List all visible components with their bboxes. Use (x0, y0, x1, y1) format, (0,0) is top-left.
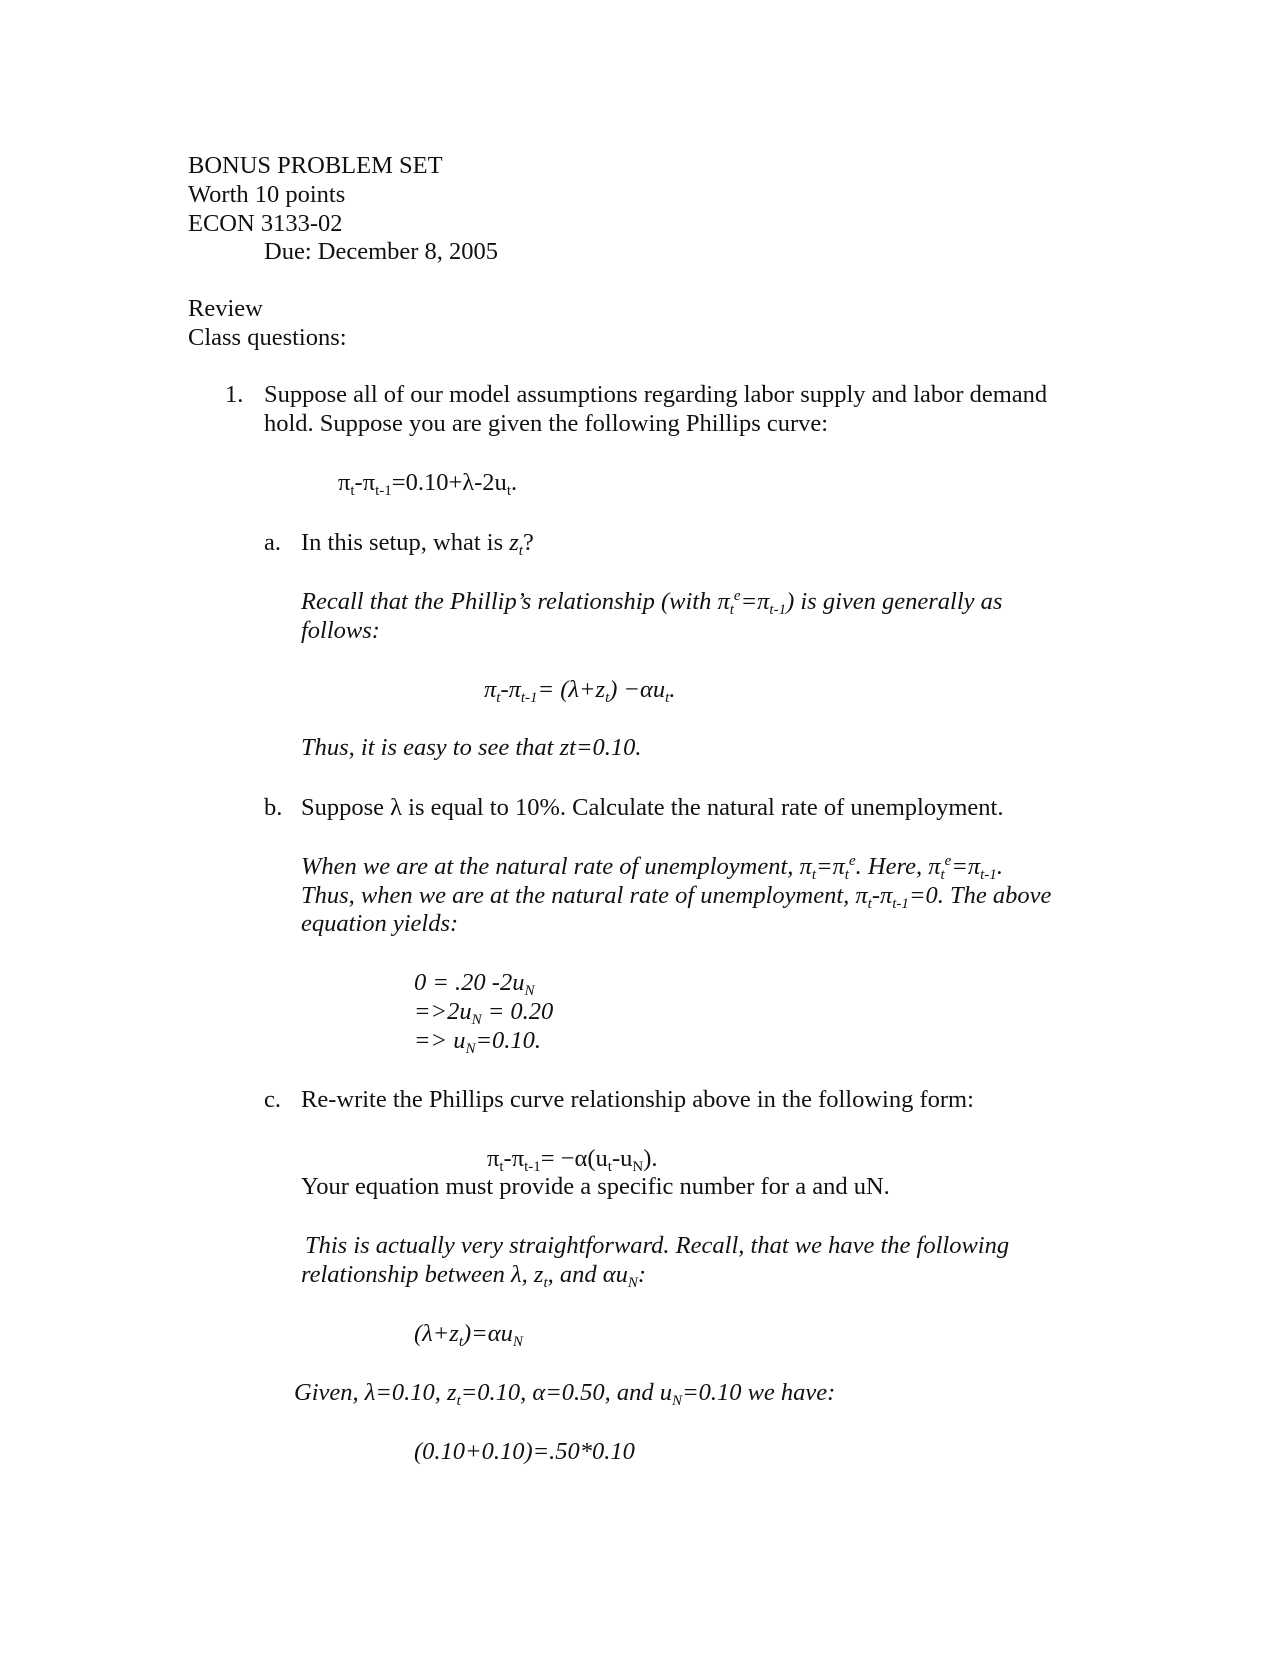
doc-title: BONUS PROBLEM SET (188, 152, 443, 179)
part-b-derivation-3: => $u_N=0.10$. (414, 1027, 542, 1057)
part-b-question: Suppose λ is equal to 10%. Calculate the natural rate of unemployment. (301, 794, 1004, 821)
question-1-line-2: hold. Suppose you are given the following Phillips curve: (264, 410, 829, 437)
part-b-answer-line-1: When we are at the natural rate of unemployment, $\pi_t=\pi_t^e$. Here, $\pi_t^e=\pi_{t-1}$. (301, 853, 1003, 883)
doc-worth: Worth 10 points (188, 181, 346, 208)
part-b-answer-line-2: Thus, when we are at the natural rate of unemployment, $\pi_t-\pi_{t-1}=0$. The above (301, 882, 1052, 912)
class-questions-label: Class questions: (188, 324, 347, 351)
part-b-answer-line-3: equation yields: (301, 910, 459, 937)
part-c-requirement: Your equation must provide a specific number for a and uN. (301, 1173, 890, 1200)
part-c-question: Re-write the Phillips curve relationship above in the following form: (301, 1086, 974, 1113)
part-c-relationship: $(\lambda+z_t)=\alpha u_N$ (414, 1320, 523, 1350)
question-number: 1. (225, 381, 244, 408)
doc-due-date: Due: December 8, 2005 (264, 238, 499, 265)
phillips-curve-equation: $\pi_t-\pi_{t-1}=0.10+\lambda-2u_t$. (338, 469, 518, 499)
part-c-given-values: Given, λ=0.10, $z_t=0.10$, α=0.50, and $u_N=0.10$ we have: (294, 1379, 836, 1409)
part-c-final-equation: (0.10+0.10)=.50*0.10 (414, 1438, 635, 1465)
part-c-letter: c. (264, 1086, 281, 1113)
part-b-derivation-2: $=>2u_N = 0.20$ (414, 998, 554, 1028)
doc-course: ECON 3133-02 (188, 210, 343, 237)
part-b-derivation-1: 0 = .20 $-2u_N$ (414, 969, 535, 999)
part-a-answer-line-2: follows: (301, 617, 380, 644)
part-a-question: In this setup, what is $z_t$? (301, 529, 534, 559)
part-c-answer-line-2: relationship between λ, $z_t$, and $\alpha u_N$: (301, 1261, 647, 1291)
part-a-general-equation: $\pi_t-\pi_{t-1}= (\lambda+z_t) -\alpha u_t$. (484, 676, 676, 706)
question-1-line-1: Suppose all of our model assumptions regarding labor supply and labor demand (264, 381, 1048, 408)
part-b-letter: b. (264, 794, 283, 821)
part-c-target-form: $\pi_t-\pi_{t-1}= -\alpha(u_t-u_N)$. (487, 1145, 658, 1175)
review-label: Review (188, 295, 263, 322)
part-a-conclusion: Thus, it is easy to see that zt=0.10. (301, 734, 642, 761)
part-a-letter: a. (264, 529, 281, 556)
part-a-answer-line-1: Recall that the Phillip’s relationship (with $\pi_t^e=\pi_{t-1}$) is given generally as (301, 588, 1003, 618)
part-c-answer-line-1: This is actually very straightforward. Recall, that we have the following (305, 1232, 1010, 1259)
